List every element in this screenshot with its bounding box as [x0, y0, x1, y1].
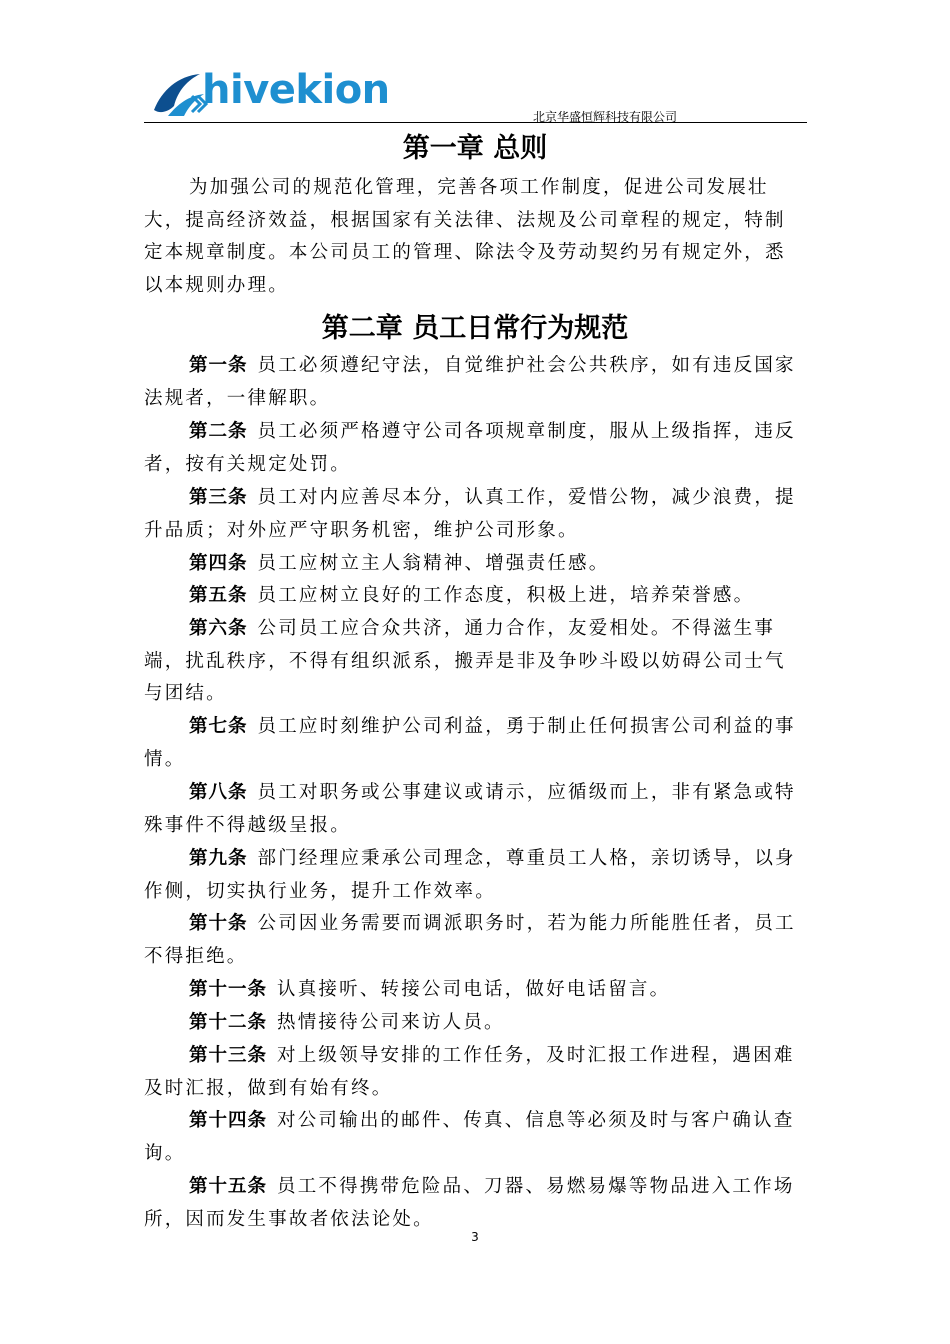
article [144, 711, 806, 776]
article [144, 1105, 806, 1170]
article [144, 1040, 806, 1105]
chapter-1-title: 第一章 总则 [402, 133, 548, 164]
article-label: 第十二条 [189, 1012, 268, 1033]
article-text: 部门经理应秉承公司理念，尊重员工人格，亲切诱导，以身作侧，切实执行业务，提升工作效率。 [144, 848, 796, 902]
article-label: 第六条 [189, 618, 248, 639]
article-label: 第十条 [189, 913, 248, 934]
article-text: 员工对内应善尽本分，认真工作，爱惜公物，减少浪费，提升品质；对外应严守职务机密，维护公司形象。 [144, 487, 796, 541]
article [144, 777, 806, 842]
article-text: 公司员工应合众共济，通力合作，友爱相处。不得滋生事端，扰乱秩序，不得有组织派系，搬弄是非及争吵斗殴以妨碍公司士气与团结。 [144, 618, 786, 704]
page-number: 3 [471, 1230, 479, 1244]
article-label: 第十三条 [189, 1045, 268, 1066]
article-text: 公司因业务需要而调派职务时，若为能力所能胜任者，员工不得拒绝。 [144, 913, 796, 967]
header-rule [144, 122, 807, 123]
article-text: 员工应树立主人翁精神、增强责任感。 [257, 553, 610, 574]
article-label: 第十一条 [189, 979, 268, 1000]
article [144, 416, 806, 481]
article [144, 580, 806, 613]
article-text: 认真接听、转接公司电话，做好电话留言。 [277, 979, 671, 1000]
article-text: 员工对职务或公事建议或请示，应循级而上，非有紧急或特殊事件不得越级呈报。 [144, 782, 796, 836]
article [144, 1171, 806, 1236]
article-label: 第二条 [189, 421, 248, 442]
article-label: 第八条 [189, 782, 248, 803]
article-text: 员工不得携带危险品、刀器、易燃易爆等物品进入工作场所，因而发生事故者依法论处。 [144, 1176, 795, 1230]
article-text: 员工应时刻维护公司利益，勇于制止任何损害公司利益的事情。 [144, 716, 796, 770]
logo-text: hivekion [202, 67, 390, 113]
article-label: 第一条 [189, 355, 248, 376]
article-text: 员工必须遵纪守法，自觉维护社会公共秩序，如有违反国家法规者，一律解职。 [144, 355, 796, 409]
article [144, 482, 806, 547]
article-label: 第九条 [189, 848, 248, 869]
article-label: 第十四条 [189, 1110, 268, 1131]
article [144, 908, 806, 973]
article [144, 843, 806, 908]
chapter-2-title: 第二章 员工日常行为规范 [321, 313, 629, 344]
chapter-1-body: 为加强公司的规范化管理，完善各项工作制度，促进公司发展壮大，提高经济效益，根据国家有关法律、法规及公司章程的规定，特制定本规章制度。本公司员工的管理、除法令及劳动契约另有规定外，悉以本规则办理。 [144, 177, 786, 296]
article [144, 613, 806, 711]
article-label: 第四条 [189, 553, 248, 574]
company-name: 北京华盛恒辉科技有限公司 [532, 110, 677, 124]
article-label: 第七条 [189, 716, 248, 737]
article-text: 对上级领导安排的工作任务，及时汇报工作进程，遇困难及时汇报，做到有始有终。 [144, 1045, 795, 1099]
article-text: 员工必须严格遵守公司各项规章制度，服从上级指挥，违反者，按有关规定处罚。 [144, 421, 796, 475]
article-label: 第十五条 [189, 1176, 268, 1197]
article [144, 1007, 806, 1040]
article-label: 第三条 [189, 487, 248, 508]
article-text: 热情接待公司来访人员。 [277, 1012, 505, 1033]
article [144, 974, 806, 1007]
article [144, 548, 806, 581]
article-text: 员工应树立良好的工作态度，积极上进，培养荣誉感。 [257, 585, 755, 606]
page-header [144, 62, 807, 124]
article [144, 350, 806, 415]
article-text: 对公司输出的邮件、传真、信息等必须及时与客户确认查询。 [144, 1110, 795, 1164]
article-label: 第五条 [189, 585, 248, 606]
